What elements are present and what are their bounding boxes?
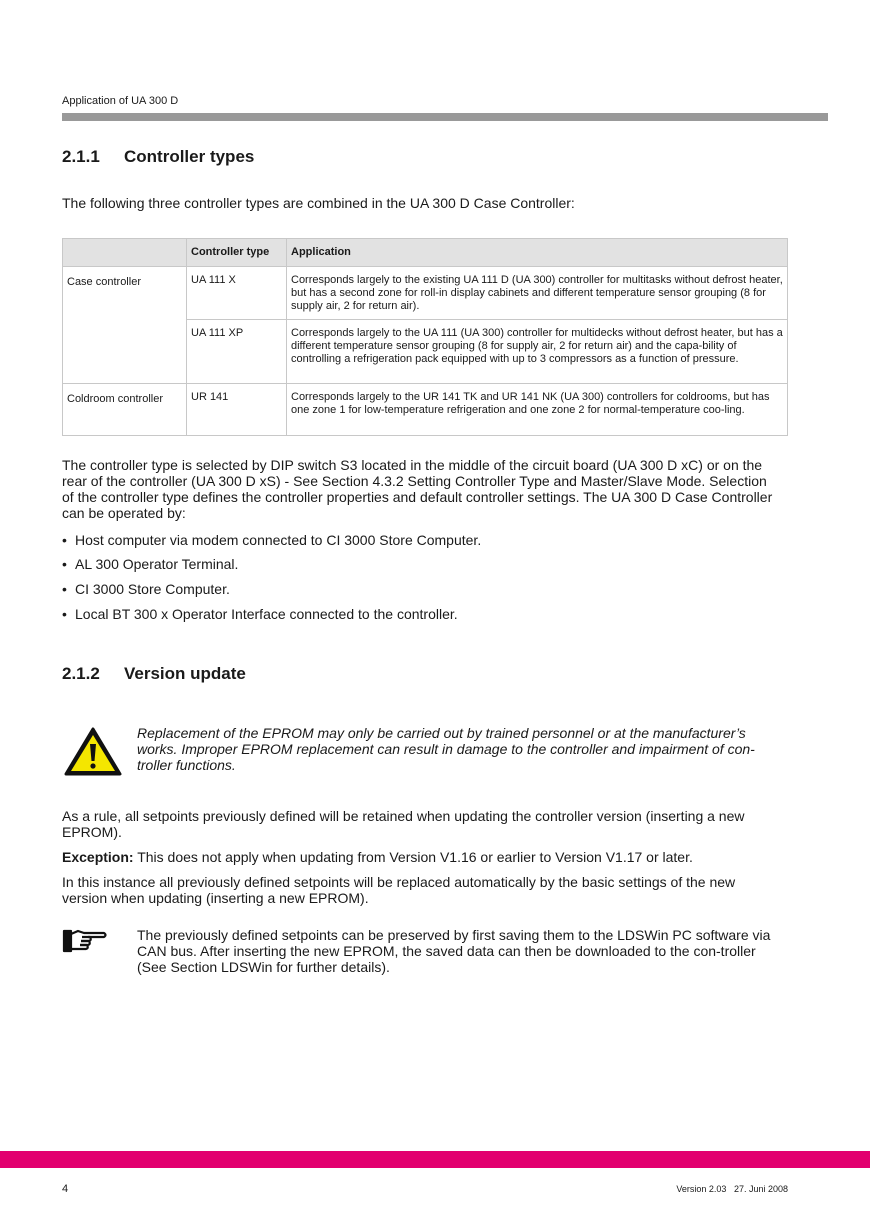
table-cell-application: Corresponds largely to the existing UA 111 D (UA 300) controller for multitasks without defrost heater, but has a second zone for roll-in display cabinets and different temperature sensor grouping (8 for supply air, 2 for return air).: [287, 267, 788, 320]
table-cell-group: Coldroom controller: [63, 384, 187, 436]
table-cell-type: UR 141: [187, 384, 287, 436]
table-header-cell: [63, 239, 187, 267]
note-text: The previously defined setpoints can be preserved by first saving them to the LDSWin PC software via CAN bus. After inserting the new EPROM, the saved data can then be downloaded to the con-troller (See Section LDSWin for further details).: [137, 927, 771, 975]
intro-paragraph: The following three controller types are combined in the UA 300 D Case Controller:: [62, 195, 575, 211]
section-number: 2.1.2: [62, 664, 100, 683]
warning-icon: [64, 727, 122, 777]
exception-label: Exception:: [62, 849, 134, 865]
list-item: [62, 606, 458, 622]
warning-text: Replacement of the EPROM may only be carried out by trained personnel or at the manufacturer’s works. Improper EPROM replacement can result in damage to the controller and impairment of con-troller functions.: [137, 725, 755, 773]
section-heading-version-update: [62, 664, 246, 684]
table-row: [63, 267, 788, 320]
date: 27. Juni 2008: [733, 1184, 788, 1194]
list-item: [62, 532, 481, 548]
page-number: 4: [62, 1183, 69, 1195]
controller-types-table: [62, 238, 788, 436]
bullet: •: [62, 556, 67, 572]
footer-accent-bar: [0, 1151, 870, 1168]
instance-paragraph: In this instance all previously defined setpoints will be replaced automatically by the basic settings of the new version when updating (inserting a new EPROM).: [62, 874, 736, 906]
section-title: Version update: [124, 664, 246, 683]
section-number: 2.1.1: [62, 147, 100, 166]
bullet: •: [62, 532, 67, 548]
bullet: •: [62, 581, 67, 597]
list-item-text: Local BT 300 x Operator Interface connected to the controller.: [75, 606, 458, 622]
table-header-row: [63, 239, 788, 267]
selection-paragraph: The controller type is selected by DIP switch S3 located in the middle of the circuit board (UA 300 D xC) or on the rear of the controller (UA 300 D xS) - See Section 4.3.2 Setting Controller Type and Master/Slave Mode. Selection of the controller type defines the controller properties and default controller settings. The UA 300 D Case Controller can be operated by:: [62, 457, 773, 521]
version: Version 2.03: [676, 1184, 727, 1194]
exception-text: This does not apply when updating from Version V1.16 or earlier to Version V1.17 or later.: [133, 849, 693, 865]
header-rule: [62, 113, 828, 121]
table-cell-group: Case controller: [63, 267, 187, 384]
section-heading-controller-types: [62, 147, 254, 167]
table-cell-type: UA 111 XP: [187, 320, 287, 384]
section-title: Controller types: [124, 147, 255, 166]
table-header-cell: Controller type: [187, 239, 287, 267]
table-row: [63, 384, 788, 436]
list-item-text: AL 300 Operator Terminal.: [75, 556, 239, 572]
table-cell-application: Corresponds largely to the UA 111 (UA 300) controller for multidecks without defrost heater, but has a different temperature sensor grouping (8 for supply air, 2 for return air) and the capa-bility of controlling a refrigeration pack equipped with up to 3 compressors as a function of pressure.: [287, 320, 788, 384]
list-item: [62, 581, 230, 597]
exception-paragraph: [62, 849, 782, 865]
setpoints-paragraph: As a rule, all setpoints previously defined will be retained when updating the controller version (inserting a new EPROM).: [62, 808, 745, 840]
running-header: Application of UA 300 D: [62, 95, 179, 107]
bullet: •: [62, 606, 67, 622]
version-info: [676, 1184, 788, 1194]
table-header-cell: Application: [287, 239, 788, 267]
pointing-hand-icon: [62, 928, 108, 954]
list-item-text: CI 3000 Store Computer.: [75, 581, 230, 597]
table-cell-application: Corresponds largely to the UR 141 TK and UR 141 NK (UA 300) controllers for coldrooms, but has one zone 1 for low-temperature refrigeration and one zone 2 for normal-temperature coo-ling.: [287, 384, 788, 436]
table-cell-type: UA 111 X: [187, 267, 287, 320]
list-item-text: Host computer via modem connected to CI 3000 Store Computer.: [75, 532, 482, 548]
list-item: [62, 556, 238, 572]
